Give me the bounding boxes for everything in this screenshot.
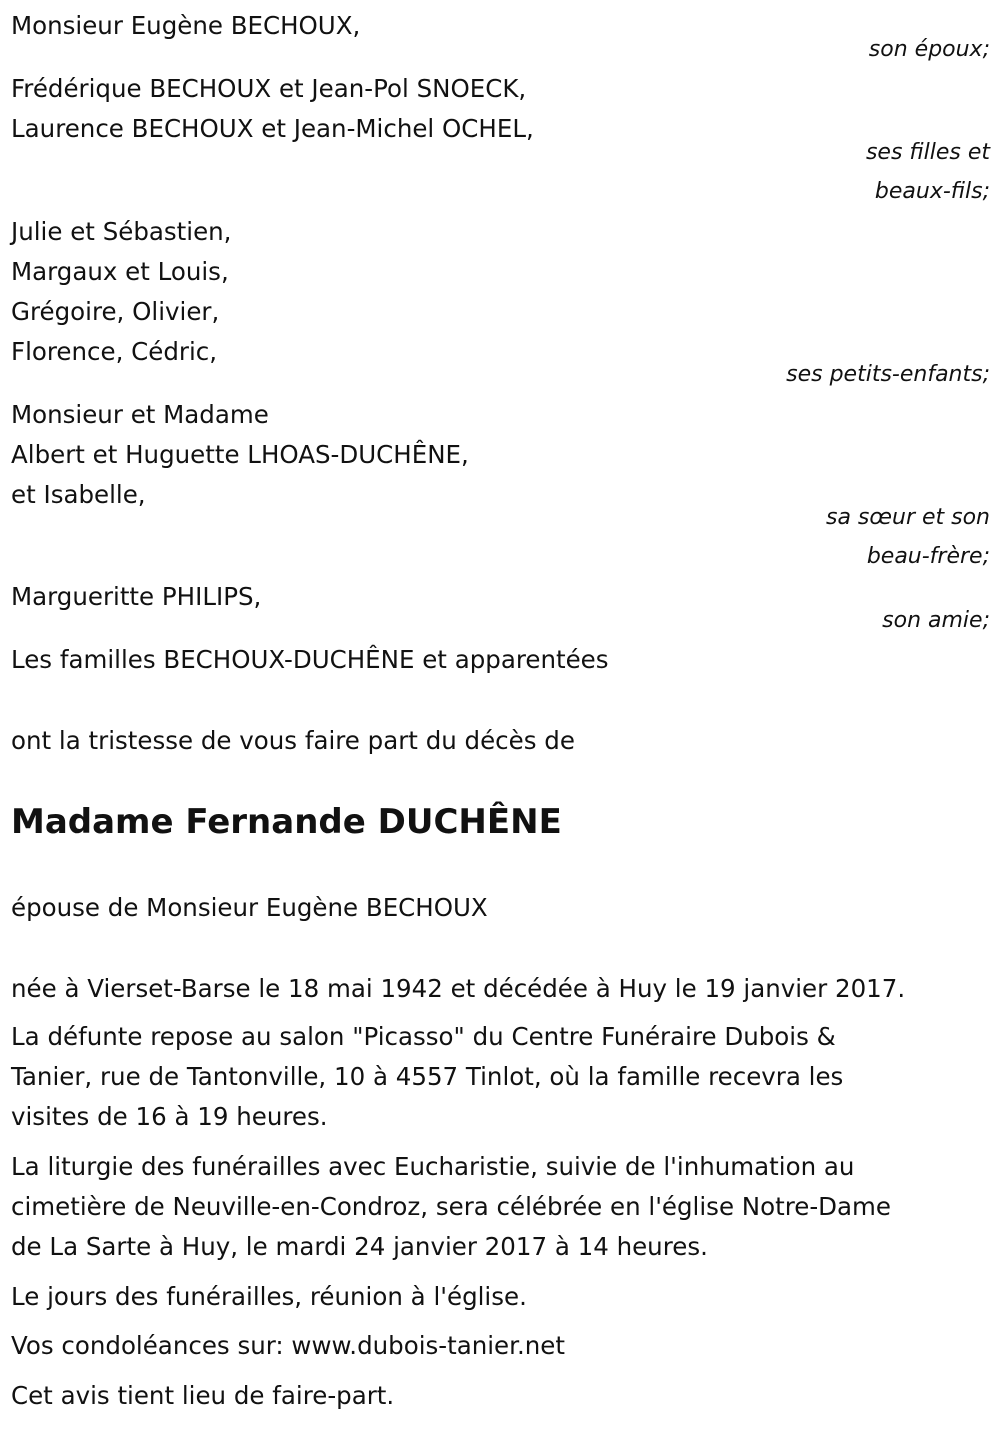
family-name-line: Monsieur et Madame xyxy=(11,400,269,429)
visitation-line: La défunte repose au salon "Picasso" du Centre Funéraire Dubois & xyxy=(11,1022,836,1051)
family-name-line: Frédérique BECHOUX et Jean-Pol SNOECK, xyxy=(11,74,527,103)
relation-label: ses petits-enfants; xyxy=(786,362,990,387)
condolences-line: Vos condoléances sur: www.dubois-tanier.net xyxy=(11,1331,565,1360)
relation-label: son époux; xyxy=(868,37,990,62)
visitation-line: Tanier, rue de Tantonville, 10 à 4557 Tinlot, où la famille recevra les xyxy=(11,1062,844,1091)
relation-label: son amie; xyxy=(882,608,990,633)
family-name-line: Albert et Huguette LHOAS-DUCHÊNE, xyxy=(11,440,469,469)
family-name-line: Margueritte PHILIPS, xyxy=(11,582,262,611)
deceased-name: Madame Fernande DUCHÊNE xyxy=(11,802,562,842)
notice-line: Cet avis tient lieu de faire-part. xyxy=(11,1381,395,1410)
family-name-line: Les familles BECHOUX-DUCHÊNE et apparentées xyxy=(11,645,609,674)
birth-death-line: née à Vierset-Barse le 18 mai 1942 et décédée à Huy le 19 janvier 2017. xyxy=(11,974,906,1003)
meeting-line: Le jours des funérailles, réunion à l'église. xyxy=(11,1282,527,1311)
announcement-text: ont la tristesse de vous faire part du décès de xyxy=(11,726,575,755)
family-name-line: Julie et Sébastien, xyxy=(11,217,232,246)
spouse-line: épouse de Monsieur Eugène BECHOUX xyxy=(11,893,488,922)
relation-label: beaux-fils; xyxy=(874,179,990,204)
funeral-line: La liturgie des funérailles avec Eucharistie, suivie de l'inhumation au xyxy=(11,1152,855,1181)
relation-label: sa sœur et son xyxy=(825,505,990,530)
funeral-line: de La Sarte à Huy, le mardi 24 janvier 2017 à 14 heures. xyxy=(11,1232,708,1261)
family-name-line: Florence, Cédric, xyxy=(11,337,218,366)
visitation-line: visites de 16 à 19 heures. xyxy=(11,1102,328,1131)
family-name-line: Laurence BECHOUX et Jean-Michel OCHEL, xyxy=(11,114,534,143)
family-name-line: Monsieur Eugène BECHOUX, xyxy=(11,11,361,40)
relation-label: beau-frère; xyxy=(866,544,990,569)
funeral-line: cimetière de Neuville-en-Condroz, sera célébrée en l'église Notre-Dame xyxy=(11,1192,891,1221)
family-name-line: et Isabelle, xyxy=(11,480,146,509)
family-name-line: Grégoire, Olivier, xyxy=(11,297,220,326)
relation-label: ses filles et xyxy=(865,140,990,165)
family-name-line: Margaux et Louis, xyxy=(11,257,229,286)
